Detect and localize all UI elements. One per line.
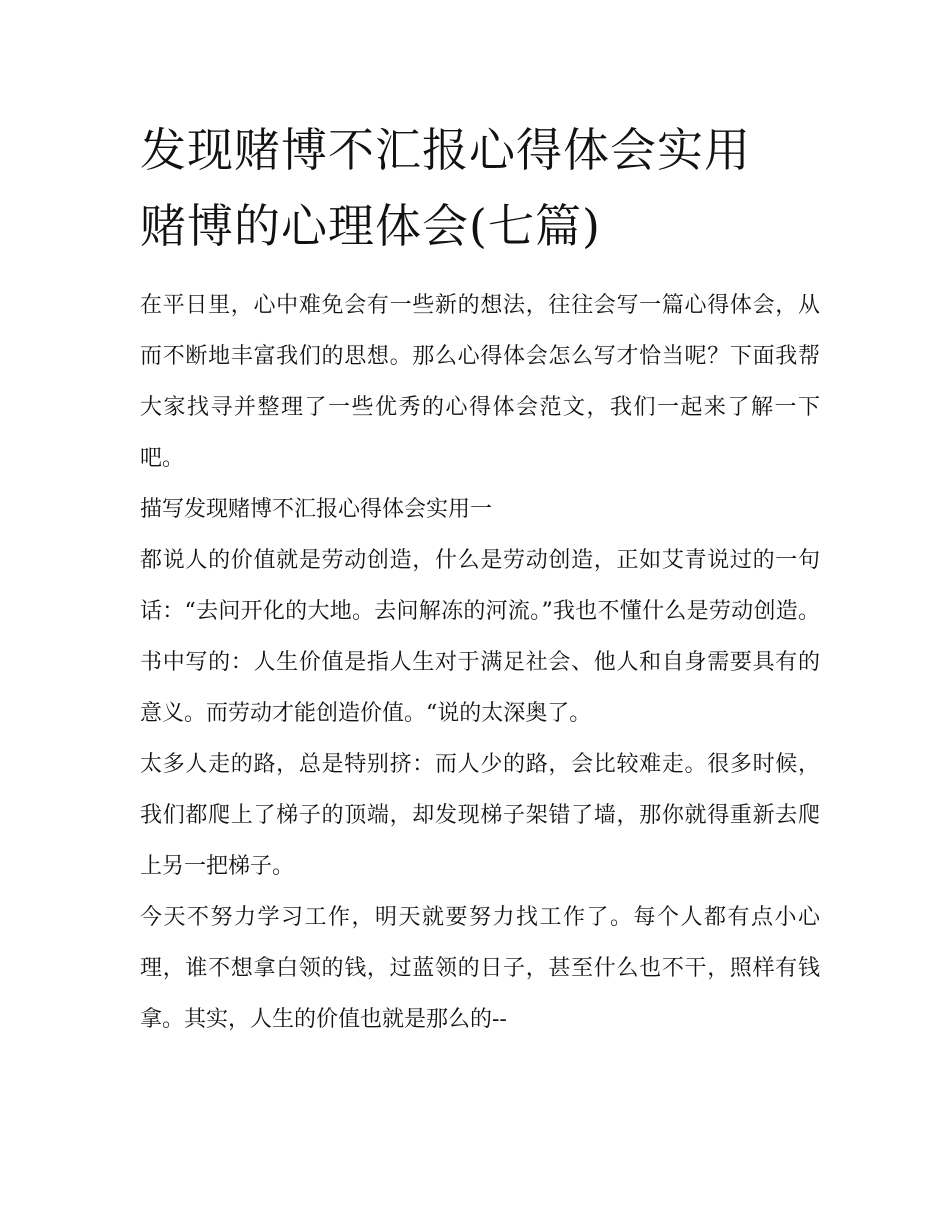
section-heading: 描写发现赌博不汇报心得体会实用一	[140, 497, 493, 522]
document-page	[140, 112, 820, 1045]
intro-paragraph: 在平日里，心中难免会有一些新的想法，往往会写一篇心得体会，从而不断地丰富我们的思想。那么心得体会怎么写才恰当呢？下面我帮大家找寻并整理了一些优秀的心得体会范文，我们一起来了解一下吧。	[140, 293, 820, 471]
body-paragraph-3: 今天不努力学习工作，明天就要努力找工作了。每个人都有点小心理，谁不想拿白领的钱，过蓝领的日子，甚至什么也不干，照样有钱拿。其实，人生的价值也就是那么的--	[140, 905, 820, 1032]
title-line-1: 发现赌博不汇报心得体会实用	[140, 123, 751, 177]
title-line-2: 赌博的心理体会(七篇)	[140, 199, 601, 253]
document-title	[140, 112, 820, 264]
body-paragraph-1: 都说人的价值就是劳动创造，什么是劳动创造，正如艾青说过的一句话：“去问开化的大地。去问解冻的河流。”我也不懂什么是劳动创造。书中写的：人生价值是指人生对于满足社会、他人和自身需要具有的意义。而劳动才能创造价值。“说的太深奥了。	[140, 548, 820, 726]
body-paragraph-2: 太多人走的路，总是特别挤：而人少的路，会比较难走。很多时候，我们都爬上了梯子的顶端，却发现梯子架错了墙，那你就得重新去爬上另一把梯子。	[140, 752, 820, 879]
